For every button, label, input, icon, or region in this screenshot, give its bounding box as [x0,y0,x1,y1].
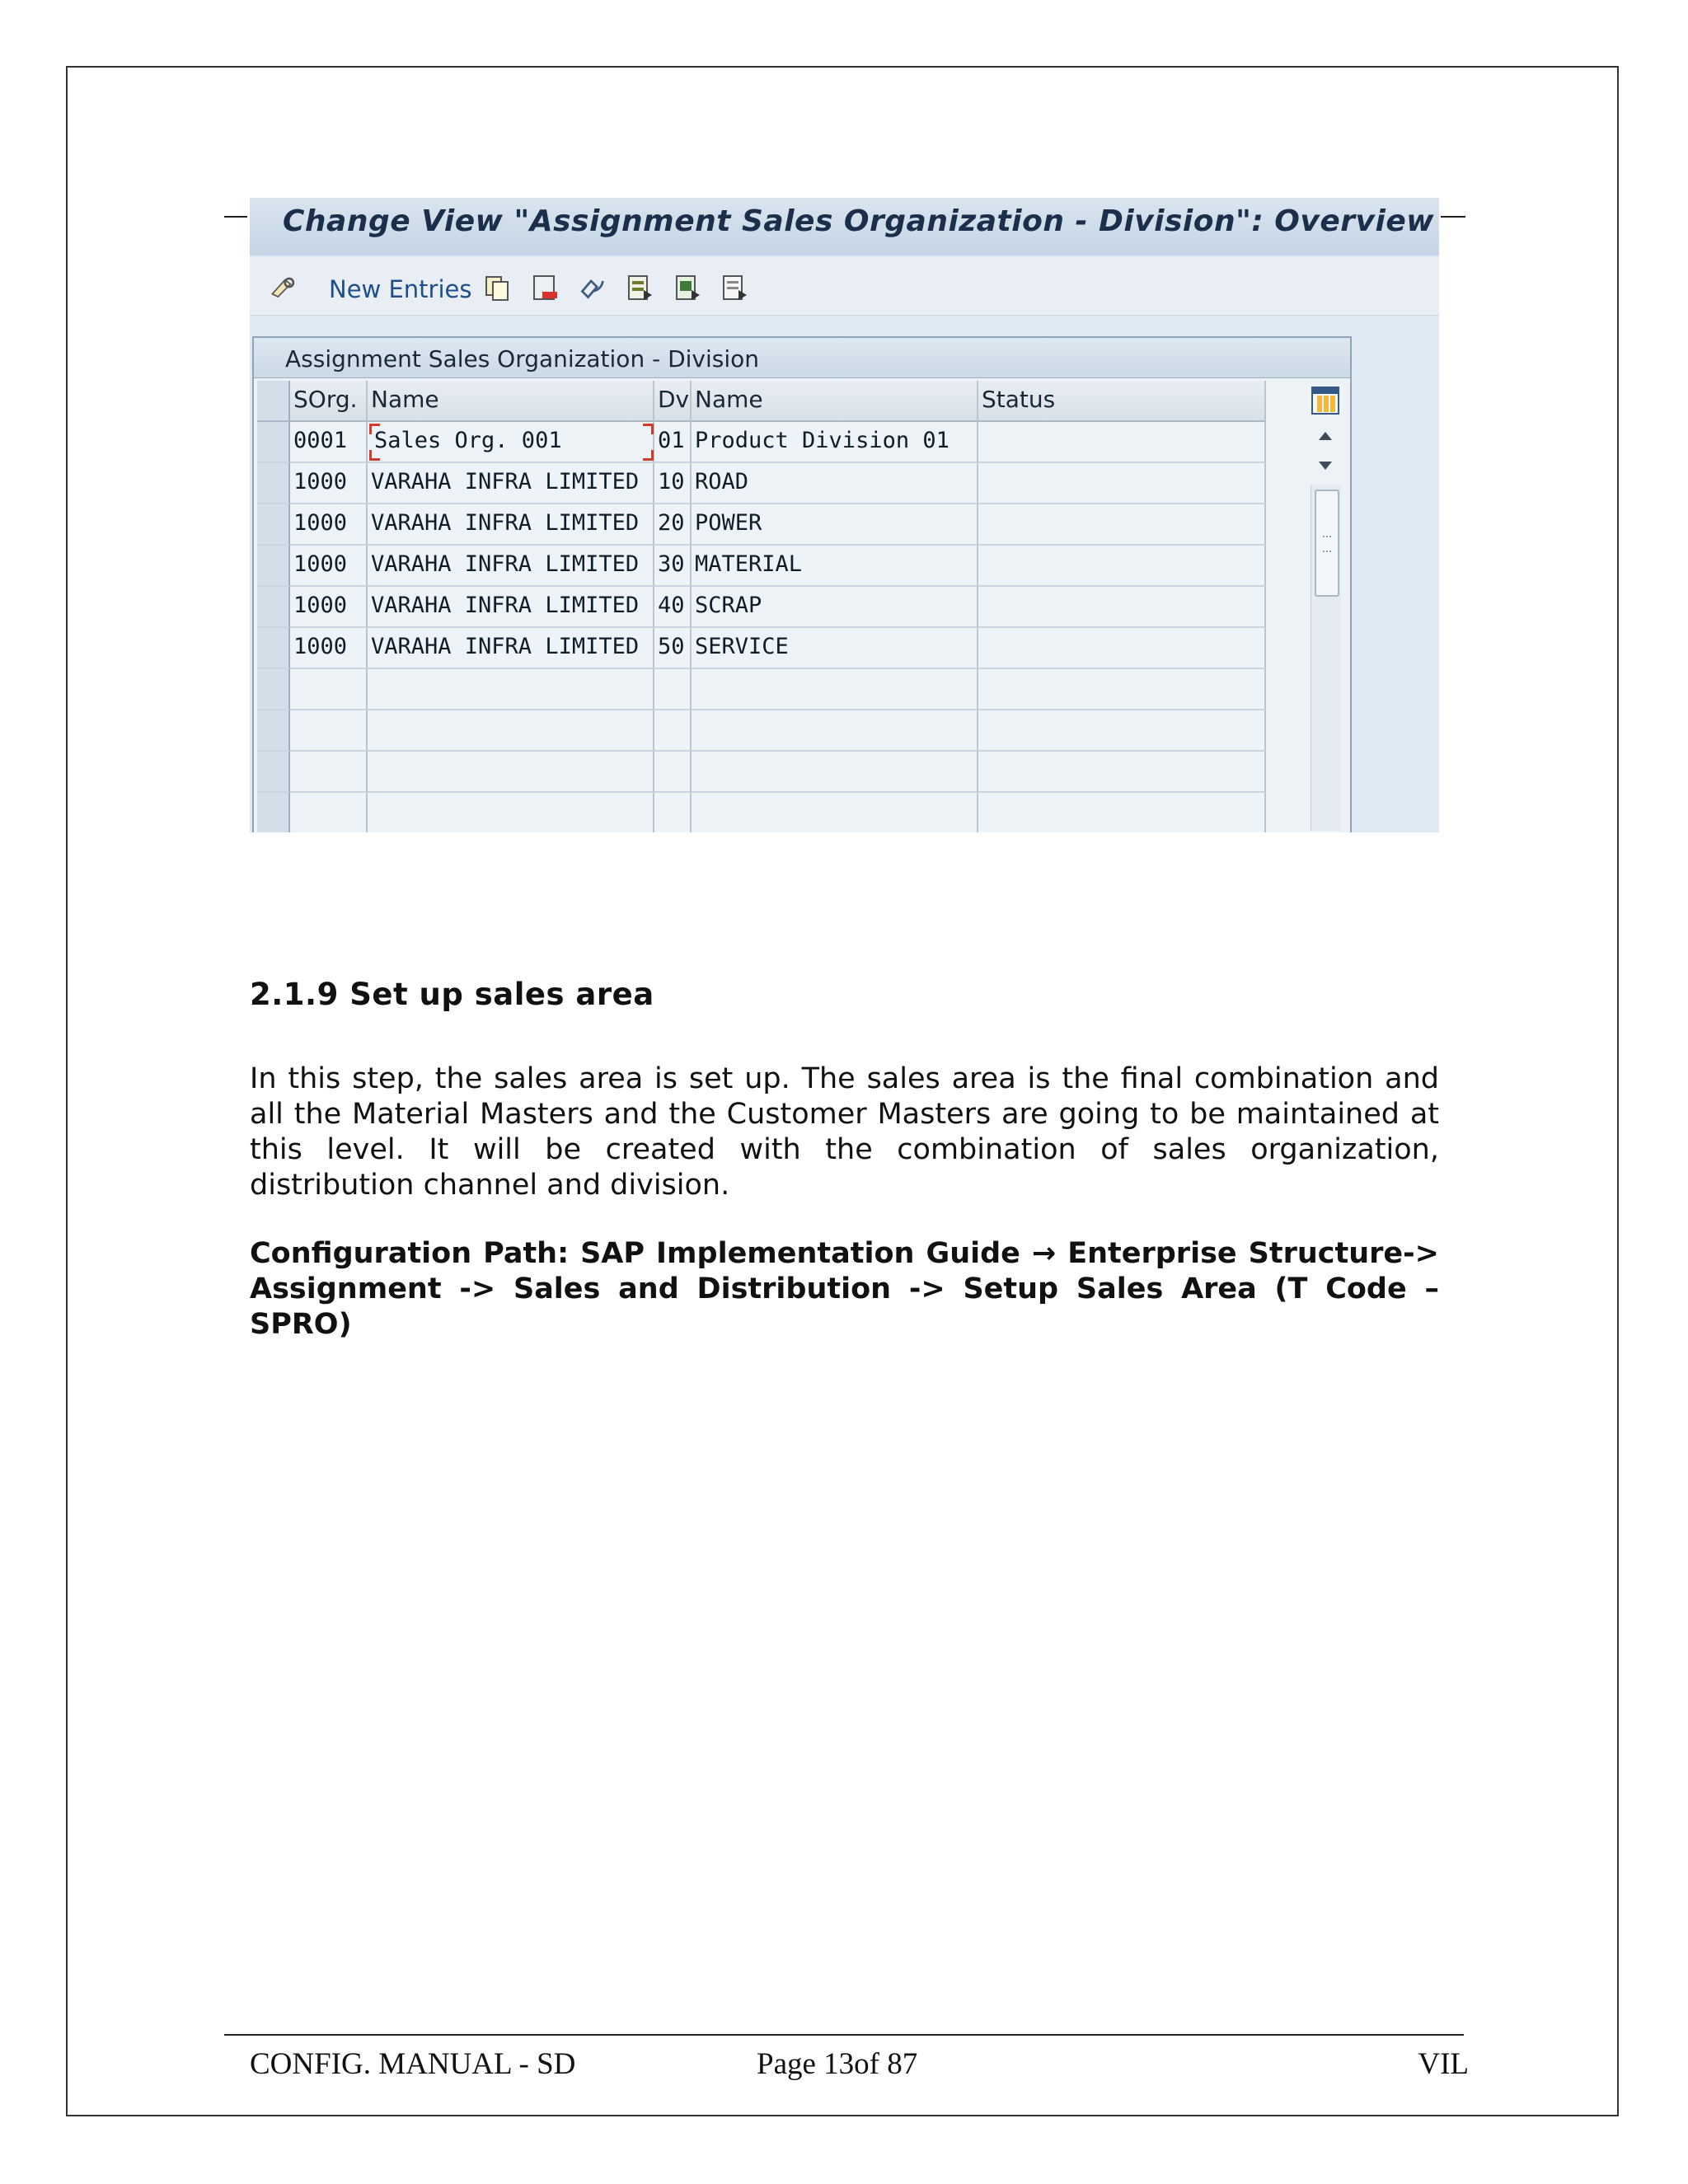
select-all-column-button[interactable] [257,381,290,422]
row-selector[interactable] [257,752,290,793]
panel-title: Assignment Sales Organization - Division [285,345,760,373]
table-cell-status [978,587,1266,628]
footer-divider [224,2034,1464,2036]
empty-cell [978,710,1266,752]
table-cell-sorg: 1000 [290,546,368,587]
table-cell-dv: 40 [654,587,692,628]
table-cell-dv: 20 [654,504,692,546]
empty-cell[interactable] [290,793,368,832]
table-cell-sorg: 0001 [290,422,368,463]
row-selector[interactable] [257,504,290,546]
configuration-path: Configuration Path: SAP Implementation Guide → Enterprise Structure-> Assignment -> Sales and Distribution -> Setup Sales Area (T Code – SPRO) [250,1237,1439,1341]
empty-cell[interactable] [290,752,368,793]
table-cell-dv: 10 [654,463,692,504]
table-cell-name: VARAHA INFRA LIMITED [368,463,654,504]
table-cell-division-name: MATERIAL [692,546,978,587]
column-header-sorg[interactable]: SOrg. [290,381,368,422]
table-cell-status [978,422,1266,463]
scroll-up-button[interactable] [1311,424,1340,448]
empty-cell[interactable] [368,793,654,832]
empty-cell [692,669,978,710]
section-heading: 2.1.9 Set up sales area [250,977,654,1012]
application-toolbar [250,257,1439,316]
empty-cell[interactable] [290,669,368,710]
delete-icon[interactable] [531,274,559,302]
table-cell-status [978,504,1266,546]
table-cell-dv: 01 [654,422,692,463]
table-cell-sorg: 1000 [290,463,368,504]
empty-cell[interactable] [654,793,692,832]
scroll-down-button[interactable] [1311,453,1340,478]
empty-cell[interactable] [368,752,654,793]
change-glasses-icon[interactable] [270,274,298,302]
sap-screenshot [250,198,1439,832]
empty-cell[interactable] [654,752,692,793]
deselect-all-icon[interactable] [720,274,748,302]
table-cell-division-name: POWER [692,504,978,546]
footer-company: VIL [1418,2047,1469,2081]
focus-corner [643,424,654,434]
frame-line-right [1441,216,1465,218]
select-block-icon[interactable] [673,274,701,302]
table-cell-name: VARAHA INFRA LIMITED [368,628,654,669]
footer-document-title: CONFIG. MANUAL - SD [250,2047,576,2081]
row-selector[interactable] [257,710,290,752]
empty-cell[interactable] [654,669,692,710]
empty-cell [978,669,1266,710]
table-cell-status [978,546,1266,587]
table-cell-name: VARAHA INFRA LIMITED [368,587,654,628]
column-header-status[interactable]: Status [978,381,1266,422]
row-selector[interactable] [257,669,290,710]
table-cell-status [978,628,1266,669]
sap-title-bar [250,198,1439,255]
grip-icon [1323,536,1331,552]
empty-cell[interactable] [654,710,692,752]
table-cell-name: VARAHA INFRA LIMITED [368,546,654,587]
table-cell-name[interactable]: Sales Org. 001 [368,422,654,463]
column-header-division-name[interactable]: Name [692,381,978,422]
copy-icon[interactable] [483,274,511,302]
table-cell-dv: 50 [654,628,692,669]
panel-title-bar [254,338,1350,378]
screen-title: Change View "Assignment Sales Organization - Division": Overview [283,204,1435,238]
table-cell-division-name: SERVICE [692,628,978,669]
select-all-icon[interactable] [626,274,654,302]
table-cell-status [978,463,1266,504]
empty-cell[interactable] [290,710,368,752]
row-selector[interactable] [257,793,290,832]
empty-cell [692,752,978,793]
row-selector[interactable] [257,628,290,669]
table-cell-sorg: 1000 [290,628,368,669]
new-entries-button[interactable]: New Entries [329,275,472,303]
table-cell-sorg: 1000 [290,587,368,628]
row-selector[interactable] [257,422,290,463]
column-header-dv[interactable]: Dv [654,381,692,422]
table-cell-dv: 30 [654,546,692,587]
empty-cell [692,793,978,832]
row-selector[interactable] [257,546,290,587]
column-header-name[interactable]: Name [368,381,654,422]
scrollbar-track[interactable] [1311,485,1341,831]
table-cell-sorg: 1000 [290,504,368,546]
footer-page-number: Page 13of 87 [757,2047,918,2081]
empty-cell [978,793,1266,832]
focus-corner [369,450,380,461]
empty-cell [978,752,1266,793]
scrollbar-thumb[interactable] [1315,490,1339,597]
frame-line-left [224,216,247,218]
empty-cell[interactable] [368,669,654,710]
table-cell-division-name: Product Division 01 [692,422,978,463]
empty-cell [692,710,978,752]
row-selector[interactable] [257,587,290,628]
section-body: In this step, the sales area is set up. The sales area is the final combination and all the Material Masters and the Customer Masters are going to be maintained at this level. It will be created with the combination of sales organization, distribution channel and division. [250,1062,1439,1202]
table-control-panel [252,336,1352,832]
focus-corner [369,424,380,434]
focus-corner [643,450,654,461]
table-cell-name: VARAHA INFRA LIMITED [368,504,654,546]
row-selector[interactable] [257,463,290,504]
table-settings-icon[interactable] [1311,384,1340,417]
undo-icon[interactable] [578,274,606,302]
empty-cell[interactable] [368,710,654,752]
table-cell-division-name: SCRAP [692,587,978,628]
table-cell-division-name: ROAD [692,463,978,504]
